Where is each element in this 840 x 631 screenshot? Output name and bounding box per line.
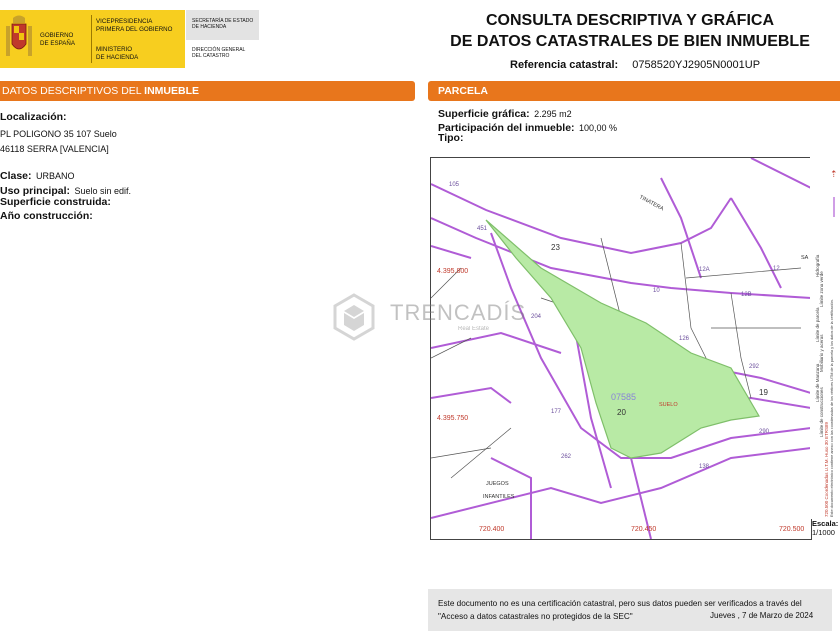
x-coord-3: 720.500 (779, 526, 805, 533)
document-date: Jueves , 7 de Marzo de 2024 (710, 611, 814, 620)
map-label-292: 292 (749, 364, 760, 370)
north-arrow-icon: ⇡ (830, 169, 838, 179)
map-svg (431, 158, 811, 539)
map-label-105: 105 (449, 182, 460, 188)
ministry-label: MINISTERIO DE HACIENDA (96, 46, 139, 61)
logo-divider (91, 15, 92, 63)
ano-construccion-label: Año construcción: (0, 210, 93, 222)
map-legend (810, 157, 840, 519)
superficie-grafica-row: Superficie gráfica: 2.295 m2 (438, 108, 572, 120)
map-label-12b: 12B (741, 292, 752, 298)
participacion-row: Participación del inmueble: 100,00 % (438, 122, 618, 134)
map-label-23: 23 (551, 243, 560, 252)
clase-row: Clase: URBANO (0, 170, 75, 182)
map-label-12a: 12A (699, 267, 710, 273)
parcel-id: 07585 (611, 392, 637, 402)
legend-item-parcela: Límite de parcela (815, 307, 820, 342)
map-label-138: 138 (699, 464, 710, 470)
legend-item-construcciones: Límite de construcciones (819, 387, 824, 437)
ref-value: 0758520YJ2905N0001UP (632, 59, 761, 71)
legend-item-hidrografia: Hidrografía (815, 254, 820, 277)
map-label-290: 290 (759, 429, 770, 435)
superficie-construida-label: Superficie construida: (0, 196, 111, 208)
notice-text: Este documento no es una certificación catastral, pero sus datos pueden ser verificados a través del "Acceso a datos catastrales no protegidos de la SEC" (438, 599, 802, 621)
map-label-infantiles: INFANTILES (483, 494, 515, 500)
map-label-204: 204 (531, 314, 542, 320)
legend-item-manzana: Límite de Manzana (815, 363, 820, 402)
map-label-10: 10 (653, 288, 660, 294)
scale-box: Escala: 1/1000 (812, 519, 839, 537)
localizacion-label: Localización: (0, 111, 67, 123)
legend-coordinates-note: 720.500 Coordenadas U.T.M. Huso 30 ETRS89 (824, 421, 829, 517)
section-bar-inmueble: DATOS DESCRIPTIVOS DEL INMUEBLE (0, 81, 415, 101)
y-coord-2: 4.395.750 (437, 415, 469, 422)
localizacion-line2: 46118 SERRA [VALENCIA] (0, 144, 109, 154)
watermark-sub: Real Estate (458, 326, 490, 332)
parcel-area (486, 220, 759, 458)
map-label-451: 451 (477, 226, 488, 232)
watermark-brand: TRENCADÍS (390, 300, 527, 325)
legend-item-zona-verde: Límite zona verde (819, 271, 824, 307)
page-title: CONSULTA DESCRIPTIVA Y GRÁFICA DE DATOS CATASTRALES DE BIEN INMUEBLE (450, 12, 810, 50)
vice-label: VICEPRESIDENCIA PRIMERA DEL GOBIERNO (96, 18, 173, 33)
secretaria-label: SECRETARÍA DE ESTADO DE HACIENDA (192, 18, 254, 31)
section-bar-parcela: PARCELA (428, 81, 840, 101)
coat-of-arms-icon (4, 14, 34, 64)
y-coord-1: 4.395.800 (437, 268, 469, 275)
ref-label: Referencia catastral: (510, 59, 619, 71)
parcel-number: 20 (617, 408, 626, 417)
parcel-use: SUELO (659, 402, 678, 408)
map-label-juegos: JUEGOS (486, 481, 509, 487)
map-label-12: 12 (773, 266, 780, 272)
legend-doc-note: Este documento electrónico contiene anexo con las coordenadas de los vértices UTM de la parcela y los datos de la certificación. (830, 299, 834, 517)
government-logo (0, 10, 185, 68)
referencia-catastral (510, 59, 760, 71)
map-label-126: 126 (679, 336, 690, 342)
map-label-177: 177 (551, 409, 562, 415)
map-label-sa: SA (801, 255, 809, 261)
map-label-19: 19 (759, 388, 768, 397)
tipo-label: Tipo: (438, 132, 464, 144)
cadastral-map[interactable] (430, 157, 812, 540)
localizacion-line1: PL POLIGONO 35 107 Suelo (0, 129, 117, 139)
map-label-262: 262 (561, 454, 572, 460)
map-label-tinatera: TINATERA (638, 194, 665, 213)
legend-item-mobiliario: Mobiliario y aceras (819, 334, 824, 372)
uso-row: Uso principal: Suelo sin edif. (0, 185, 132, 197)
x-coord-1: 720.400 (479, 526, 505, 533)
direccion-label: DIRECCIÓN GENERAL DEL CATASTRO (192, 47, 246, 60)
gov-label: GOBIERNO DE ESPAÑA (40, 32, 75, 47)
x-coord-2: 720.450 (631, 526, 657, 533)
